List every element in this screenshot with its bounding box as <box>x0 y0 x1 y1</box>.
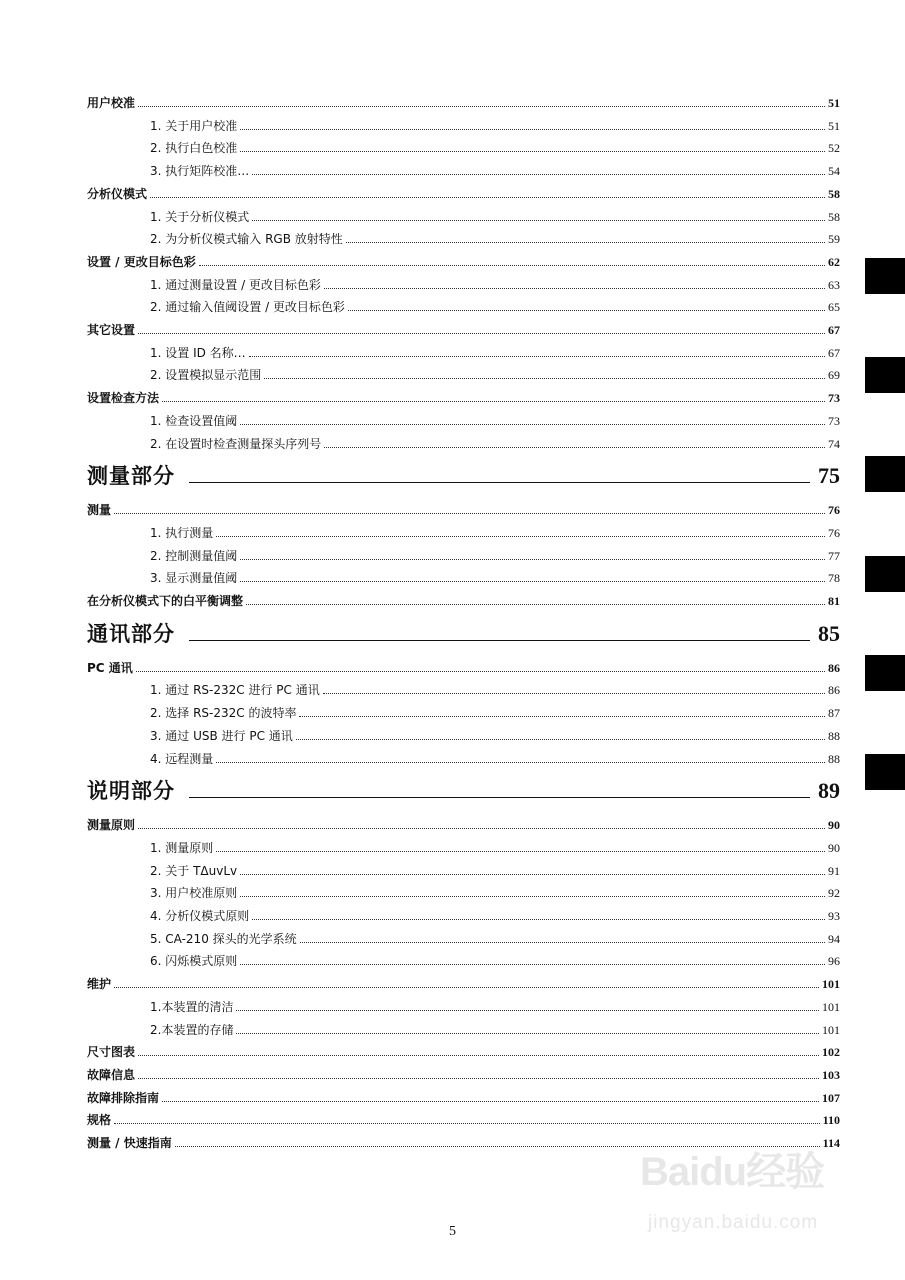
watermark-logo: Baidu经验 <box>640 1150 825 1194</box>
toc-entry-title: 2. 在设置时检查测量探头序列号 <box>150 436 322 451</box>
toc-page-number: 77 <box>828 548 840 563</box>
toc-subentry[interactable] <box>150 158 840 178</box>
toc-entry-title: 2. 执行白色校准 <box>150 141 238 156</box>
toc-entry-title: 3. 用户校准原则 <box>150 886 238 901</box>
toc-subentry[interactable] <box>150 431 840 451</box>
toc-page-number: 103 <box>822 1067 840 1082</box>
toc-page-number: 91 <box>828 863 840 878</box>
toc-page-number: 73 <box>828 391 840 406</box>
toc-page-number: 90 <box>828 818 840 833</box>
toc-section-heading[interactable] <box>87 616 840 646</box>
toc-dot-leader <box>138 333 825 334</box>
toc-page-number: 59 <box>828 232 840 247</box>
toc-page-number: 88 <box>828 751 840 766</box>
toc-page-number: 88 <box>828 728 840 743</box>
toc-subentry[interactable] <box>150 948 840 968</box>
page-number: 5 <box>449 1224 456 1239</box>
toc-page-number: 85 <box>818 620 840 646</box>
toc-dot-leader <box>240 559 825 560</box>
toc-page-number: 52 <box>828 141 840 156</box>
toc-subentry[interactable] <box>150 880 840 900</box>
toc-chapter-entry[interactable] <box>87 249 840 269</box>
toc-dot-leader <box>199 265 825 266</box>
toc-subentry[interactable] <box>150 408 840 428</box>
toc-dot-leader <box>299 716 825 717</box>
toc-page-number: 89 <box>818 778 840 804</box>
toc-section-heading[interactable] <box>87 773 840 803</box>
toc-subentry[interactable] <box>150 340 840 360</box>
section-tab-marker <box>865 754 905 790</box>
toc-dot-leader <box>346 242 825 243</box>
toc-entry-title: 通讯部分 <box>87 621 175 646</box>
toc-entry-title: 说明部分 <box>87 779 175 804</box>
toc-subentry[interactable] <box>150 700 840 720</box>
toc-chapter-entry[interactable] <box>87 1107 840 1127</box>
toc-dot-leader <box>323 693 825 694</box>
toc-subentry[interactable] <box>150 1017 840 1037</box>
toc-subentry[interactable] <box>150 543 840 563</box>
toc-page-number: 92 <box>828 886 840 901</box>
toc-page-number: 94 <box>828 931 840 946</box>
toc-dot-leader <box>216 536 825 537</box>
toc-subentry[interactable] <box>150 723 840 743</box>
toc-dot-leader <box>252 919 825 920</box>
toc-page-number: 58 <box>828 209 840 224</box>
toc-subentry[interactable] <box>150 272 840 292</box>
toc-dot-leader <box>150 197 825 198</box>
toc-entry-title: 2. 为分析仪模式输入 RGB 放射特性 <box>150 232 343 247</box>
toc-entry-title: 2. 通过输入值阈设置 / 更改目标色彩 <box>150 300 345 315</box>
toc-dot-leader <box>138 1078 819 1079</box>
toc-dot-leader <box>348 310 825 311</box>
toc-entry-title: 1. 检查设置值阈 <box>150 413 238 428</box>
toc-chapter-entry[interactable] <box>87 655 840 675</box>
toc-subentry[interactable] <box>150 677 840 697</box>
toc-entry-title: 1.本装置的清洁 <box>150 999 234 1014</box>
toc-entry-title: 2. 控制测量值阈 <box>150 548 238 563</box>
toc-entry-title: 尺寸图表 <box>87 1045 136 1060</box>
toc-dot-leader <box>324 447 825 448</box>
toc-page-number: 67 <box>828 345 840 360</box>
toc-dot-leader <box>162 1101 819 1102</box>
section-tab-marker <box>865 556 905 592</box>
toc-entry-title: 2. 关于 TΔuvLv <box>150 863 238 878</box>
toc-dot-leader <box>236 1010 819 1011</box>
section-tab-marker <box>865 655 905 691</box>
toc-dot-leader <box>249 356 825 357</box>
toc-entry-title: 2. 设置模拟显示范围 <box>150 368 262 383</box>
toc-page-number: 96 <box>828 954 840 969</box>
toc-entry-title: 分析仪模式 <box>87 186 148 201</box>
toc-page-number: 81 <box>828 594 840 608</box>
toc-entry-title: 1. 通过测量设置 / 更改目标色彩 <box>150 277 321 292</box>
toc-rule-line <box>189 640 810 641</box>
toc-entry-title: 3. 通过 USB 进行 PC 通讯 <box>150 728 293 743</box>
toc-dot-leader <box>240 581 825 582</box>
toc-page-number: 65 <box>828 300 840 315</box>
toc-dot-leader <box>240 129 825 130</box>
toc-page-number: 76 <box>828 503 840 518</box>
toc-dot-leader <box>162 401 825 402</box>
toc-entry-title: 1. 测量原则 <box>150 840 214 855</box>
toc-subentry[interactable] <box>150 994 840 1014</box>
toc-entry-title: 其它设置 <box>87 323 136 337</box>
toc-page-number: 78 <box>828 571 840 586</box>
toc-subentry[interactable] <box>150 746 840 766</box>
toc-dot-leader <box>216 762 825 763</box>
toc-chapter-entry[interactable] <box>87 971 840 991</box>
section-tab-marker <box>865 357 905 393</box>
toc-page-number: 58 <box>828 186 840 201</box>
toc-subentry[interactable] <box>150 362 840 382</box>
toc-chapter-entry[interactable] <box>87 181 840 201</box>
toc-entry-title: PC 通讯 <box>87 660 133 675</box>
toc-entry-title: 故障信息 <box>87 1067 136 1082</box>
toc-dot-leader <box>114 513 825 514</box>
toc-dot-leader <box>252 220 825 221</box>
toc-page-number: 54 <box>828 164 840 179</box>
toc-dot-leader <box>216 851 825 852</box>
toc-dot-leader <box>138 828 825 829</box>
toc-dot-leader <box>240 151 825 152</box>
toc-page-number: 101 <box>822 999 840 1014</box>
toc-page-number: 73 <box>828 413 840 428</box>
toc-subentry[interactable] <box>150 113 840 133</box>
toc-entry-title: 2. 选择 RS-232C 的波特率 <box>150 706 297 721</box>
toc-subentry[interactable] <box>150 858 840 878</box>
toc-entry-title: 1. 关于分析仪模式 <box>150 209 250 224</box>
toc-entry-title: 2.本装置的存储 <box>150 1022 234 1037</box>
toc-dot-leader <box>114 1123 820 1124</box>
toc-dot-leader <box>300 942 825 943</box>
toc-entry-title: 维护 <box>87 977 112 992</box>
toc-entry-title: 测量 / 快速指南 <box>87 1136 172 1150</box>
toc-page-number: 75 <box>818 463 840 489</box>
toc-subentry[interactable] <box>150 926 840 946</box>
toc-entry-title: 规格 <box>87 1113 112 1128</box>
toc-chapter-entry[interactable] <box>87 1039 840 1059</box>
toc-page-number: 74 <box>828 436 840 451</box>
toc-rule-line <box>189 797 810 798</box>
toc-subentry[interactable] <box>150 903 840 923</box>
toc-entry-title: 1. 关于用户校准 <box>150 118 238 133</box>
toc-page-number: 86 <box>828 660 840 675</box>
toc-chapter-entry[interactable] <box>87 497 840 517</box>
toc-subentry[interactable] <box>150 520 840 540</box>
toc-subentry[interactable] <box>150 294 840 314</box>
toc-chapter-entry[interactable] <box>87 90 840 110</box>
toc-page-number: 110 <box>822 1113 840 1128</box>
toc-entry-title: 在分析仪模式下的白平衡调整 <box>87 594 244 608</box>
toc-dot-leader <box>324 288 825 289</box>
toc-entry-title: 4. 远程测量 <box>150 751 214 766</box>
toc-page-number: 63 <box>828 277 840 292</box>
toc-chapter-entry[interactable] <box>87 588 840 608</box>
toc-dot-leader <box>296 739 825 740</box>
toc-entry-title: 1. 设置 ID 名称… <box>150 345 246 360</box>
toc-rule-line <box>189 482 810 483</box>
section-tab-marker <box>865 456 905 492</box>
toc-dot-leader <box>240 874 825 875</box>
section-tab-marker <box>865 258 905 294</box>
toc-entry-title: 4. 分析仪模式原则 <box>150 909 250 923</box>
toc-subentry[interactable] <box>150 204 840 224</box>
toc-chapter-entry[interactable] <box>87 812 840 832</box>
toc-chapter-entry[interactable] <box>87 385 840 405</box>
toc-entry-title: 设置检查方法 <box>87 391 160 406</box>
watermark-url: jingyan.baidu.com <box>648 1212 819 1233</box>
toc-entry-title: 设置 / 更改目标色彩 <box>87 254 196 269</box>
toc-dot-leader <box>138 1055 819 1056</box>
toc-entry-title: 用户校准 <box>87 96 136 110</box>
toc-page-number: 86 <box>828 683 840 698</box>
toc-entry-title: 1. 执行测量 <box>150 525 214 540</box>
toc-page-number: 114 <box>822 1136 840 1150</box>
toc-page-number: 69 <box>828 368 840 383</box>
toc-entry-title: 5. CA-210 探头的光学系统 <box>150 931 297 946</box>
toc-entry-title: 3. 执行矩阵校准… <box>150 164 250 179</box>
toc-entry-title: 6. 闪烁模式原则 <box>150 954 238 969</box>
toc-dot-leader <box>246 604 825 605</box>
toc-chapter-entry[interactable] <box>87 1085 840 1105</box>
toc-dot-leader <box>240 896 825 897</box>
toc-subentry[interactable] <box>150 226 840 246</box>
toc-page-number: 93 <box>828 909 840 923</box>
toc-subentry[interactable] <box>150 565 840 585</box>
toc-page-number: 62 <box>828 254 840 269</box>
toc-entry-title: 故障排除指南 <box>87 1090 160 1105</box>
toc-page-number: 51 <box>828 118 840 133</box>
toc-dot-leader <box>114 987 819 988</box>
toc-entry-title: 3. 显示测量值阈 <box>150 571 238 586</box>
toc-page-number: 76 <box>828 525 840 540</box>
toc-dot-leader <box>240 424 825 425</box>
toc-dot-leader <box>264 378 825 379</box>
toc-page-number: 101 <box>822 1022 840 1037</box>
toc-page-number: 67 <box>828 323 840 337</box>
toc-dot-leader <box>138 106 825 107</box>
toc-page-number: 87 <box>828 706 840 721</box>
toc-subentry[interactable] <box>150 835 840 855</box>
toc-entry-title: 测量 <box>87 503 112 518</box>
toc-page-number: 51 <box>828 96 840 110</box>
toc-section-heading[interactable] <box>87 458 840 488</box>
toc-entry-title: 测量部分 <box>87 464 175 489</box>
toc-entry-title: 测量原则 <box>87 818 136 833</box>
toc-dot-leader <box>136 671 825 672</box>
baidu-watermark <box>640 1140 860 1270</box>
toc-dot-leader <box>240 964 825 965</box>
toc-page-number: 90 <box>828 840 840 855</box>
toc-entry-title: 1. 通过 RS-232C 进行 PC 通讯 <box>150 683 320 698</box>
toc-subentry[interactable] <box>150 135 840 155</box>
toc-chapter-entry[interactable] <box>87 317 840 337</box>
toc-dot-leader <box>236 1033 819 1034</box>
toc-page-number: 102 <box>822 1045 840 1060</box>
toc-page-number: 107 <box>822 1090 840 1105</box>
toc-chapter-entry[interactable] <box>87 1062 840 1082</box>
toc-dot-leader <box>252 174 825 175</box>
toc-page-number: 101 <box>822 977 840 992</box>
